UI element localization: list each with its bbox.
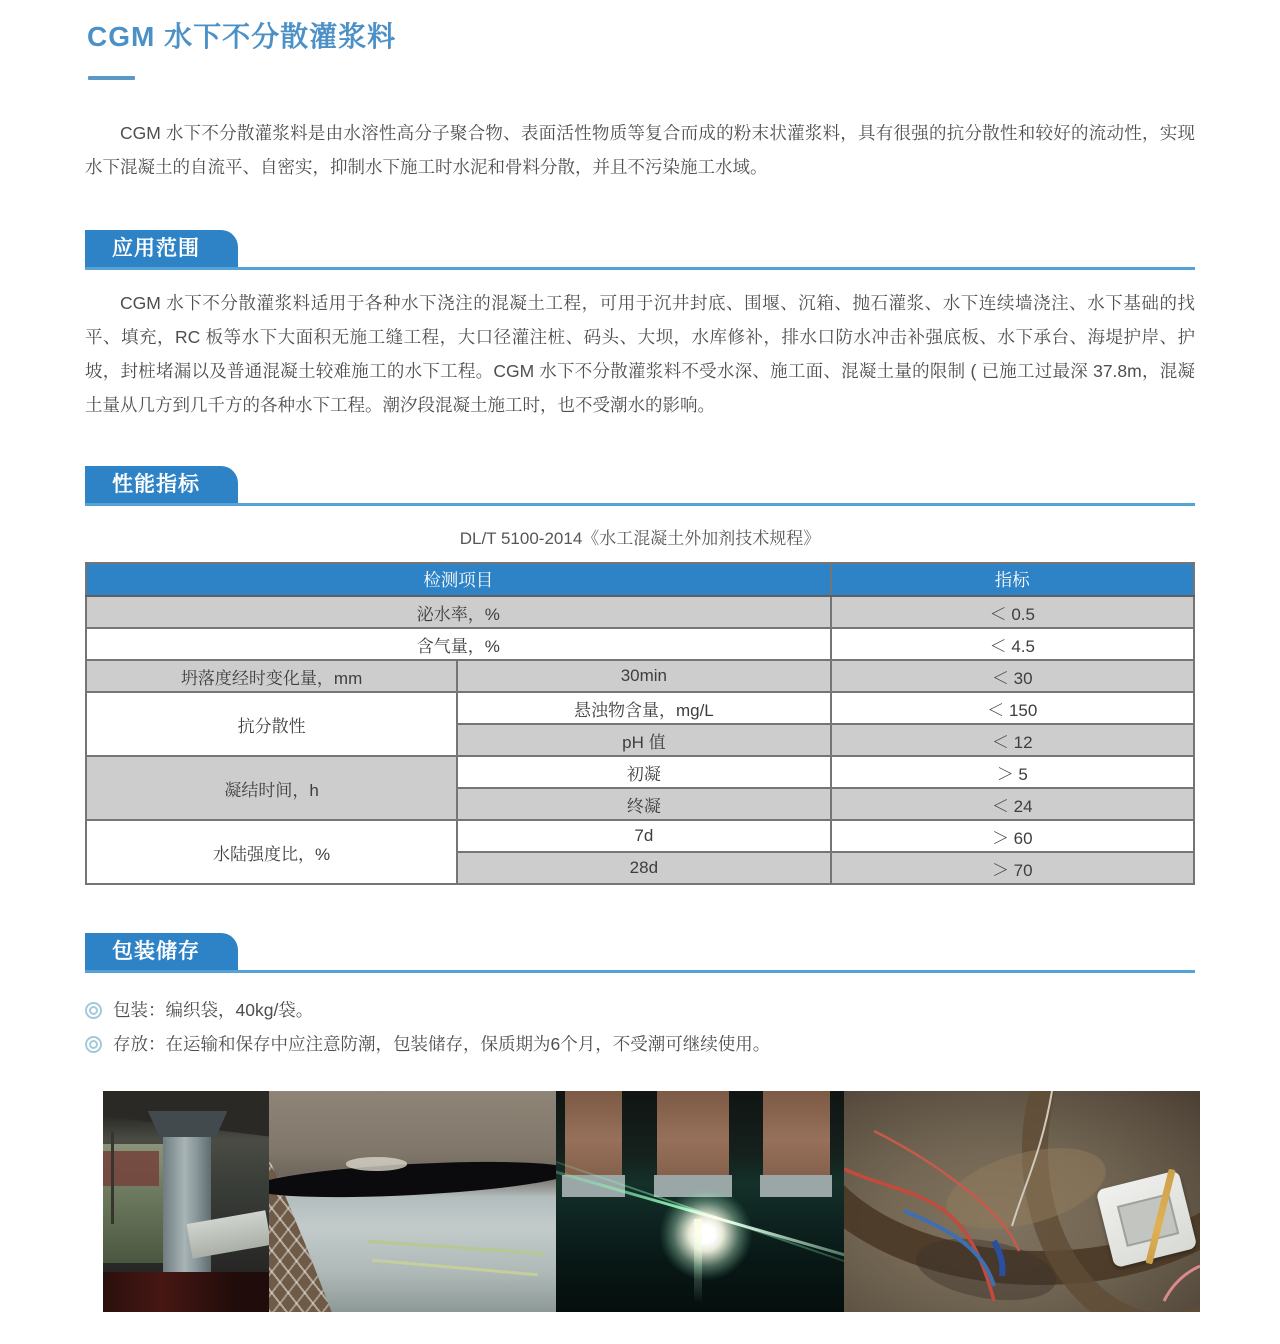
photo2-crack-band <box>269 1156 556 1204</box>
section-header-packaging <box>85 933 1195 973</box>
list-item <box>85 1027 1195 1061</box>
photo2-concrete-chip <box>346 1157 406 1170</box>
cell-value: ＜ 4.5 <box>831 628 1194 660</box>
cell-item-group: 抗分散性 <box>86 692 457 756</box>
section-header-performance <box>85 466 1195 506</box>
photo2-jacket-line <box>367 1239 545 1254</box>
cell-item: 含气量，% <box>86 628 831 660</box>
photo3-light-reflection <box>694 1219 702 1303</box>
table-header-item: 检测项目 <box>86 563 831 596</box>
cell-value: ＜ 30 <box>831 660 1194 692</box>
ring-bullet-icon <box>85 1002 102 1019</box>
photo1-scaffold <box>111 1131 114 1224</box>
application-badge: 应用范围 <box>85 230 238 267</box>
application-paragraph: CGM 水下不分散灌浆料适用于各种水下浇注的混凝土工程，可用于沉井封底、围堰、沉箱、抛石灌浆、水下连续墙浇注、水下基础的找平、填充，RC 板等水下大面积无施工缝工程，大口径灌注桩、码头、大坝，水库修补，排水口防水冲击补强底板、水下承台、海堤护岸、护坡，封桩堵漏以及普通混凝土较难施工的水下工程。CGM 水下不分散灌浆料不受水深、施工面、混凝土量的限制 ( 已施工过最深 37.8m，混凝土量从几方到几千方的各种水下工程。潮汐段混凝土施工时，也不受潮水的影响。 <box>85 293 1195 415</box>
table-row <box>86 820 1194 852</box>
photo3-pier <box>763 1091 829 1179</box>
packaging-list <box>85 993 1195 1061</box>
project-photo-strip <box>103 1091 1195 1312</box>
cell-sub: 7d <box>457 820 830 852</box>
page-title: CGM 水下不分散灌浆料 <box>87 21 397 52</box>
cell-value: ＞ 60 <box>831 820 1194 852</box>
photo1-pier-column <box>163 1137 211 1278</box>
cell-item-group: 凝结时间，h <box>86 756 457 820</box>
photo1-foreground <box>103 1272 269 1312</box>
title-underline <box>88 76 135 80</box>
table-row <box>86 756 1194 788</box>
section-header-application <box>85 230 1195 270</box>
cell-value: ＜ 0.5 <box>831 596 1194 628</box>
cell-value: ＜ 12 <box>831 724 1194 756</box>
list-item <box>85 993 1195 1027</box>
packaging-item-text: 存放：在运输和保存中应注意防潮，包装储存，保质期为6个月，不受潮可继续使用。 <box>113 1034 771 1054</box>
photo3-work-light <box>660 1188 752 1280</box>
table-header-row <box>86 563 1194 596</box>
standard-caption: DL/T 5100-2014《水工混凝土外加剂技术规程》 <box>459 529 821 548</box>
table-row <box>86 596 1194 628</box>
performance-badge: 性能指标 <box>85 466 238 503</box>
cell-value: ＞ 70 <box>831 852 1194 884</box>
ring-bullet-inner <box>89 1006 98 1015</box>
photo1-pier-cap <box>148 1111 228 1140</box>
table-row <box>86 692 1194 724</box>
photo2-jacket-line <box>372 1258 538 1275</box>
cell-value: ＜ 24 <box>831 788 1194 820</box>
packaging-item-text: 包装：编织袋，40kg/袋。 <box>113 1000 314 1020</box>
ring-bullet-inner <box>89 1040 98 1049</box>
photo-pier-jacket-closeup <box>269 1091 556 1312</box>
table-row <box>86 660 1194 692</box>
cell-item: 泌水率，% <box>86 596 831 628</box>
table-header-value: 指标 <box>831 563 1194 596</box>
cell-sub: 28d <box>457 852 830 884</box>
performance-table <box>85 562 1195 885</box>
photo-caisson-pit <box>844 1091 1200 1312</box>
photo-night-waterline-repair <box>556 1091 844 1312</box>
cell-item: 坍落度经时变化量，mm <box>86 660 457 692</box>
cell-sub: 30min <box>457 660 830 692</box>
cell-sub: 初凝 <box>457 756 830 788</box>
cell-value: ＜ 150 <box>831 692 1194 724</box>
photo3-jacket <box>760 1175 832 1197</box>
cell-item-group: 水陆强度比，% <box>86 820 457 884</box>
packaging-badge: 包装储存 <box>85 933 238 970</box>
table-row <box>86 628 1194 660</box>
cell-value: ＞ 5 <box>831 756 1194 788</box>
cell-sub: 悬浊物含量，mg/L <box>457 692 830 724</box>
photo-bridge-pier-grouting <box>103 1091 269 1312</box>
intro-paragraph: CGM 水下不分散灌浆料是由水溶性高分子聚合物、表面活性物质等复合而成的粉末状灌浆料，具有很强的抗分散性和较好的流动性，实现水下混凝土的自流平、自密实，抑制水下施工时水泥和骨料分散，并且不污染施工水域。 <box>85 123 1195 177</box>
cell-sub: 终凝 <box>457 788 830 820</box>
cell-sub: pH 值 <box>457 724 830 756</box>
photo3-pier <box>657 1091 729 1179</box>
ring-bullet-icon <box>85 1036 102 1053</box>
